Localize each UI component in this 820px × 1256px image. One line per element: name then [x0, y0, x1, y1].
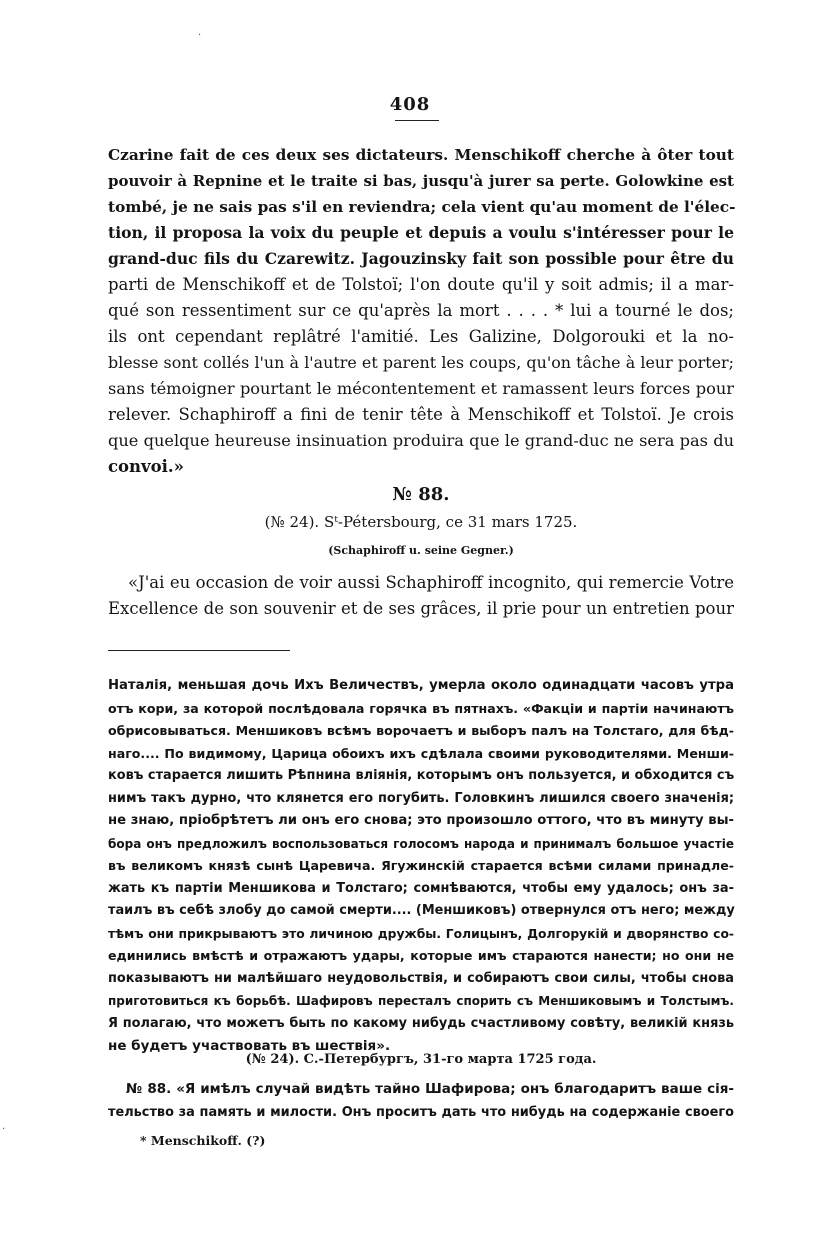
text-line: таилъ въ себѣ злобу до самой смерти.... (Меншиковъ) отвернулся отъ него; между: [108, 903, 735, 918]
text-line: ils ont cependant replâtré l'amitié. Les Galizine, Dolgorouki et la no-: [108, 327, 734, 346]
text-line: relever. Schaphiroff a fini de tenir tête à Menschikoff et Tolstoï. Je crois: [108, 405, 734, 424]
text-line: «J'ai eu occasion de voir aussi Schaphiroff incognito, qui remercie Votre: [128, 573, 734, 592]
french-letter-body: [108, 570, 734, 622]
scan-speck: ·: [198, 30, 202, 41]
text-line: Czarine fait de ces deux ses dictateurs. Menschikoff cherche à ôter tout: [108, 146, 734, 164]
russian-paragraph: [108, 675, 734, 1058]
page-number-underline: [395, 120, 439, 121]
text-line: жать къ партіи Меншикова и Толстаго; сомнѣваются, чтобы ему удалось; онъ за-: [108, 880, 734, 896]
text-line: Я полагаю, что можетъ быть по какому нибудь счастливому совѣту, великій князь: [108, 1015, 734, 1031]
text-line: tion, il proposa la voix du peuple et depuis a voulu s'intéresser pour le: [108, 223, 734, 242]
text-line: отъ кори, за которой послѣдовала горячка въ пятнахъ. «Факціи и партіи начинаютъ: [108, 700, 734, 716]
text-line: не знаю, пріобрѣтетъ ли онъ его снова; это произошло оттого, что въ минуту вы-: [108, 813, 734, 828]
text-line: нимъ такъ дурно, что клянется его погубить. Головкинъ лишился своего значенія;: [108, 790, 734, 806]
text-line: тѣмъ они прикрываютъ это личиною дружбы. Голицынъ, Долгорукій и дворянство со-: [108, 926, 734, 941]
letter-subject: [108, 538, 734, 564]
footnote: * Menschikoff. (?): [140, 1133, 266, 1148]
text-line: qué son ressentiment sur ce qu'après la mort . . . . * lui a tourné le dos;: [108, 301, 734, 320]
text-line: № 88. «Я имѣлъ случай видѣть тайно Шафирова; онъ благодаритъ ваше сія-: [126, 1081, 734, 1097]
text-line: que quelque heureuse insinuation produira que le grand-duc ne sera pas du: [108, 431, 734, 450]
text-line: Наталія, меньшая дочь Ихъ Величествъ, умерла около одинадцати часовъ утра: [108, 678, 734, 693]
russian-letter-body: [108, 1077, 734, 1125]
text-line: въ великомъ князѣ сынѣ Царевича. Ягужинскій старается всѣми силами принадле-: [108, 858, 734, 873]
text-line: приготовиться къ борьбѣ. Шафировъ пересталъ спорить съ Меншиковымъ и Толстымъ.: [108, 994, 734, 1008]
letter-number: № 88.: [392, 484, 450, 505]
text-line: parti de Menschikoff et de Tolstoï; l'on doute qu'il y soit admis; il a mar-: [108, 275, 734, 294]
letter-subject-line: (Schaphiroff u. seine Gegner.): [328, 544, 514, 557]
text-line: pouvoir à Repnine et le traite si bas, jusqu'à jurer sa perte. Golowkine est: [108, 172, 734, 190]
text-line: не будетъ участвовать въ шествія».: [108, 1038, 391, 1054]
text-line: tombé, je ne sais pas s'il en reviendra; cela vient qu'au moment de l'élec-: [108, 198, 736, 216]
footnote-separator: [108, 650, 290, 651]
text-line: обрисовываться. Меншиковъ всѣмъ ворочаетъ и выборъ палъ на Толстаго, для бѣд-: [108, 723, 734, 738]
text-line: единились вмѣстѣ и отражаютъ удары, которые имъ стараются нанести; но они не: [108, 948, 734, 963]
text-line: sans témoigner pourtant le mécontentement et ramassent leurs forces pour: [108, 379, 734, 398]
text-line: ковъ старается лишить Рѣпнина вліянія, которымъ онъ пользуется, и обходится съ: [108, 768, 735, 783]
text-line: наго.... По видимому, Царица обоихъ ихъ сдѣлала своими руководителями. Менши-: [108, 745, 734, 761]
text-line: grand-duc fils du Czarewitz. Jagouzinsky fait son possible pour être du: [108, 249, 734, 268]
letter-heading: [108, 482, 734, 508]
text-line: бора онъ предложилъ воспользоваться голосомъ народа и принималъ большое участіе: [108, 836, 734, 851]
letter-reference: [108, 509, 734, 535]
text-line: показываютъ ни малѣйшаго неудовольствія, и собираютъ свои силы, чтобы снова: [108, 970, 734, 986]
text-line: blesse sont collés l'un à l'autre et parent les coups, qu'on tâche à leur porter;: [108, 353, 734, 372]
text-line: тельство за память и милости. Онъ проситъ дать что нибудь на содержаніе своего: [108, 1105, 734, 1120]
text-line: Excellence de son souvenir et de ses grâces, il prie pour un entretien pour: [108, 599, 734, 618]
letter-date-line: (№ 24). Sᵗ-Pétersbourg, ce 31 mars 1725.: [264, 513, 578, 531]
french-paragraph: [108, 142, 734, 480]
text-line: convoi.»: [108, 457, 184, 476]
scan-speck: ·: [2, 1124, 6, 1135]
russian-letter-reference: (№ 24). С.-Петербургъ, 31-го марта 1725 года.: [245, 1052, 597, 1067]
page-number: 408: [389, 94, 431, 115]
